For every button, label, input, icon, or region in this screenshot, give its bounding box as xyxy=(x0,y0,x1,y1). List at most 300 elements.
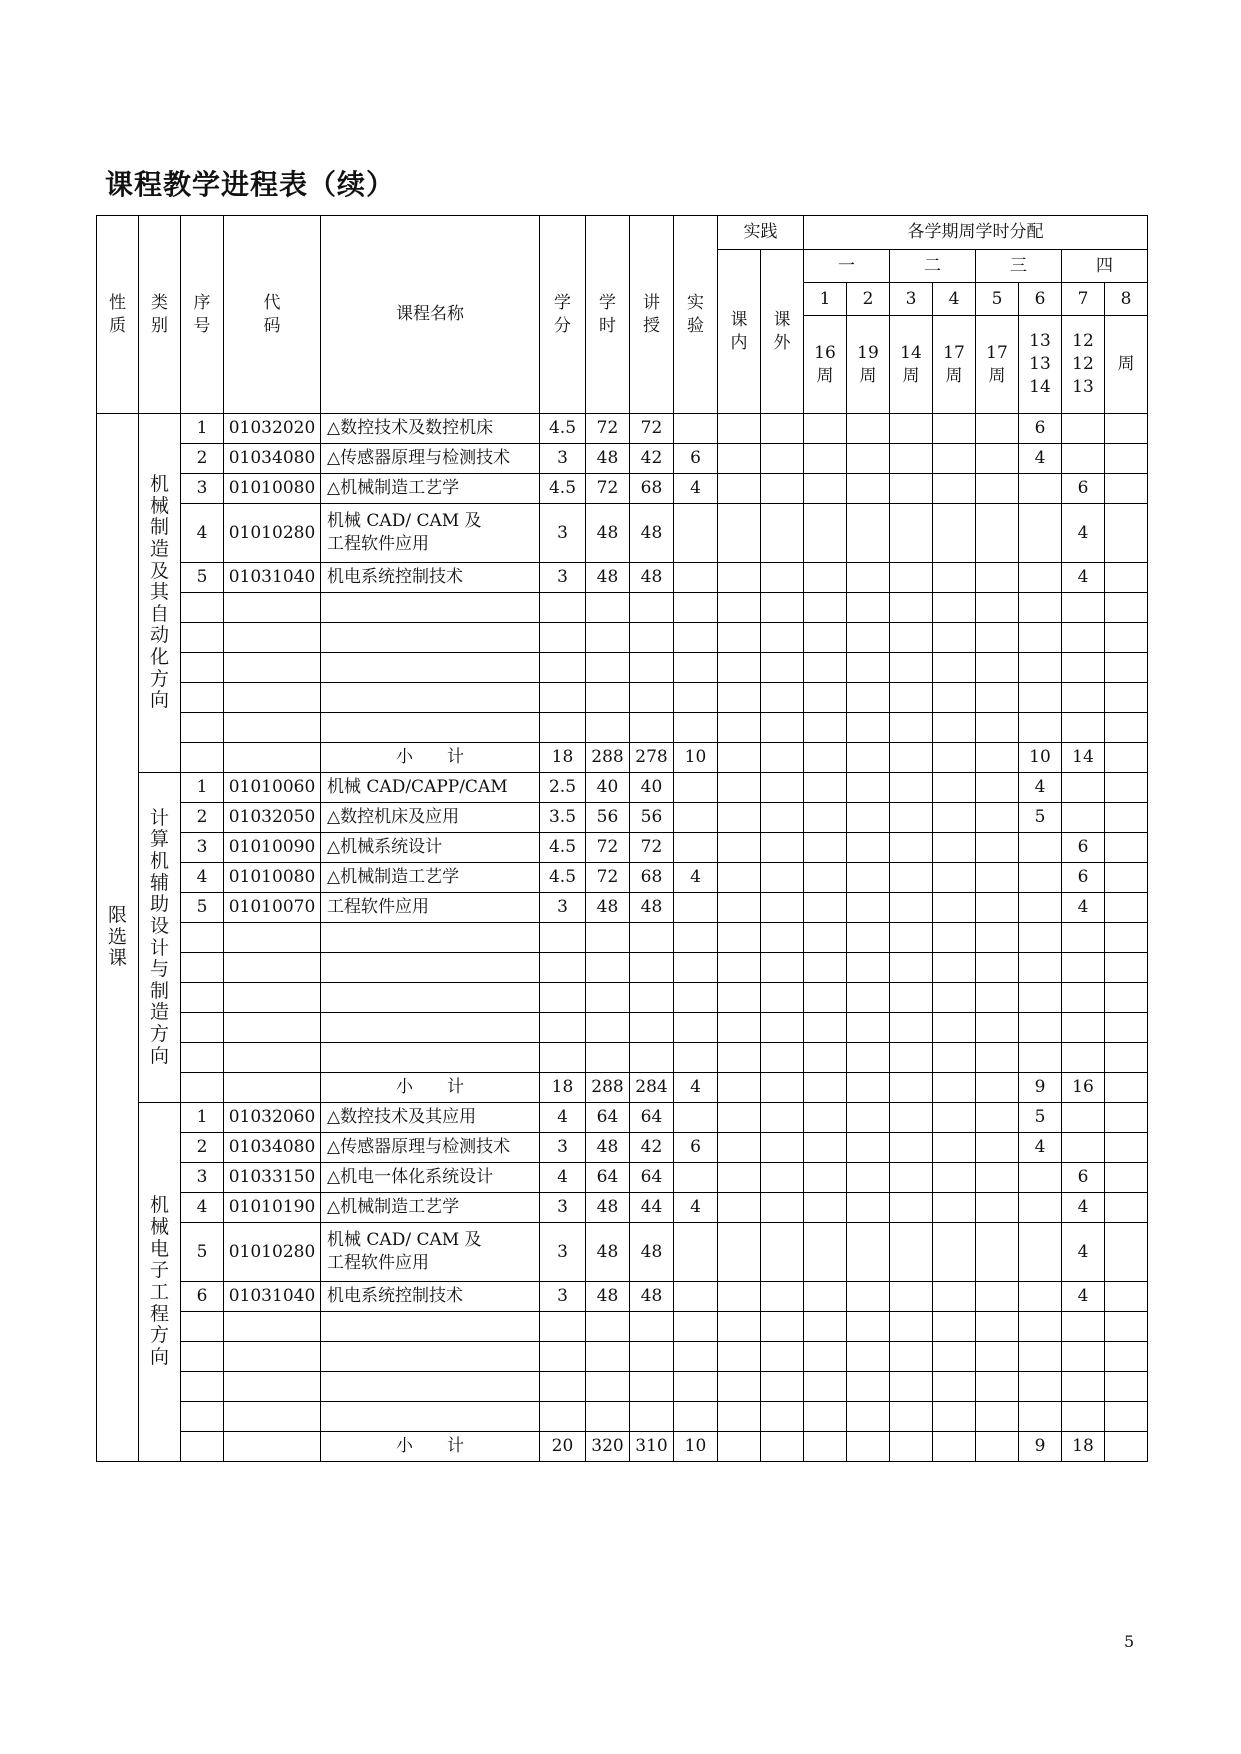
empty-row xyxy=(97,1043,1148,1073)
empty-cell xyxy=(1019,623,1062,653)
direction-label: 机械电子工程方向 xyxy=(150,1194,170,1368)
course-credit: 3 xyxy=(540,893,586,923)
course-hours: 48 xyxy=(586,444,630,474)
header-shijian: 实践 xyxy=(718,216,804,250)
semester-2-hours xyxy=(847,474,890,504)
empty-cell xyxy=(1019,1312,1062,1342)
empty-cell xyxy=(890,1342,933,1372)
empty-cell xyxy=(804,953,847,983)
course-credit: 3 xyxy=(540,504,586,563)
empty-cell xyxy=(1105,623,1148,653)
semester-4-hours xyxy=(933,563,976,593)
empty-cell xyxy=(1062,1312,1105,1342)
semester-3-hours xyxy=(890,504,933,563)
empty-cell xyxy=(630,683,674,713)
empty-cell xyxy=(976,623,1019,653)
semester-3-hours xyxy=(890,414,933,444)
semester-3-hours xyxy=(890,833,933,863)
empty-cell xyxy=(761,923,804,953)
semester-4-hours xyxy=(933,414,976,444)
empty-cell xyxy=(181,1073,224,1103)
course-lecture: 48 xyxy=(630,504,674,563)
course-name xyxy=(321,1103,540,1133)
semester-3-hours xyxy=(890,1193,933,1223)
subtotal-label: 小 计 xyxy=(321,1432,540,1462)
course-name-line: △机械制造工艺学 xyxy=(327,478,460,499)
course-name xyxy=(321,1133,540,1163)
course-code: 01034080 xyxy=(224,444,321,474)
header-daima: 代 码 xyxy=(224,216,321,414)
semester-8-hours xyxy=(1105,1282,1148,1312)
empty-cell xyxy=(804,653,847,683)
course-lab xyxy=(674,414,718,444)
semester-3-hours xyxy=(890,444,933,474)
empty-cell xyxy=(847,683,890,713)
course-lab xyxy=(674,1223,718,1282)
empty-cell xyxy=(321,1372,540,1402)
semester-2-hours xyxy=(847,504,890,563)
direction-label: 机械制造及其自动化方向 xyxy=(150,472,170,712)
semester-2-hours xyxy=(847,863,890,893)
empty-cell xyxy=(804,923,847,953)
row-number: 4 xyxy=(181,1193,224,1223)
empty-cell xyxy=(224,923,321,953)
empty-cell xyxy=(890,653,933,683)
empty-cell xyxy=(630,1013,674,1043)
course-lecture: 68 xyxy=(630,863,674,893)
practice-in-class xyxy=(718,833,761,863)
empty-cell xyxy=(761,983,804,1013)
empty-cell xyxy=(630,1372,674,1402)
empty-cell xyxy=(630,713,674,743)
empty-cell xyxy=(933,653,976,683)
empty-cell xyxy=(674,1312,718,1342)
practice-out-class xyxy=(761,1133,804,1163)
course-name-line: 工程软件应用 xyxy=(327,897,429,918)
semester-1-hours xyxy=(804,563,847,593)
header-weeks: 周 xyxy=(1105,316,1148,414)
practice-in-class xyxy=(718,773,761,803)
empty-cell xyxy=(630,923,674,953)
semester-4-hours xyxy=(933,1103,976,1133)
empty-cell xyxy=(224,953,321,983)
empty-cell xyxy=(1105,1342,1148,1372)
course-schedule-table xyxy=(96,215,1148,1462)
empty-cell xyxy=(804,593,847,623)
semester-2-hours xyxy=(847,1103,890,1133)
course-lab: 4 xyxy=(674,863,718,893)
semester-8-hours xyxy=(1105,1193,1148,1223)
course-name-line: △机械系统设计 xyxy=(327,837,443,858)
course-code: 01010080 xyxy=(224,863,321,893)
course-name xyxy=(321,444,540,474)
empty-cell xyxy=(674,683,718,713)
row-number: 5 xyxy=(181,893,224,923)
course-lecture: 72 xyxy=(630,833,674,863)
semester-6-hours xyxy=(1019,863,1062,893)
empty-cell xyxy=(804,1402,847,1432)
practice-in-class xyxy=(718,893,761,923)
empty-cell xyxy=(224,1432,321,1462)
empty-cell xyxy=(1062,953,1105,983)
semester-1-hours xyxy=(804,414,847,444)
semester-8-hours xyxy=(1105,1223,1148,1282)
table-row xyxy=(97,414,1148,444)
header-semester: 8 xyxy=(1105,283,1148,316)
semester-1-hours xyxy=(804,504,847,563)
semester-7-hours: 4 xyxy=(1062,563,1105,593)
subtotal-label: 小 计 xyxy=(321,1073,540,1103)
empty-cell xyxy=(586,953,630,983)
course-credit: 4.5 xyxy=(540,414,586,444)
subtotal-lab: 10 xyxy=(674,1432,718,1462)
practice-out-class xyxy=(761,444,804,474)
empty-cell xyxy=(630,1402,674,1432)
semester-3-hours xyxy=(890,1432,933,1462)
semester-5-hours xyxy=(976,833,1019,863)
semester-4-hours xyxy=(933,1282,976,1312)
empty-cell xyxy=(540,713,586,743)
semester-4-hours xyxy=(933,474,976,504)
semester-4-hours xyxy=(933,1073,976,1103)
empty-cell xyxy=(321,1402,540,1432)
semester-2-hours xyxy=(847,773,890,803)
semester-6-hours xyxy=(1019,1163,1062,1193)
semester-3-hours xyxy=(890,743,933,773)
semester-5-hours xyxy=(976,863,1019,893)
empty-cell xyxy=(321,1013,540,1043)
empty-cell xyxy=(630,653,674,683)
semester-6-hours: 9 xyxy=(1019,1073,1062,1103)
course-lecture: 68 xyxy=(630,474,674,504)
course-code: 01033150 xyxy=(224,1163,321,1193)
empty-cell xyxy=(933,1342,976,1372)
course-name xyxy=(321,1223,540,1282)
course-lab xyxy=(674,1103,718,1133)
empty-cell xyxy=(674,983,718,1013)
empty-cell xyxy=(586,1013,630,1043)
semester-7-hours xyxy=(1062,444,1105,474)
course-code: 01032020 xyxy=(224,414,321,444)
semester-3-hours xyxy=(890,893,933,923)
empty-cell xyxy=(976,953,1019,983)
semester-2-hours xyxy=(847,563,890,593)
empty-cell xyxy=(181,1013,224,1043)
semester-1-hours xyxy=(804,444,847,474)
header-semester: 2 xyxy=(847,283,890,316)
empty-cell xyxy=(540,1312,586,1342)
course-code: 01032050 xyxy=(224,803,321,833)
empty-cell xyxy=(181,1372,224,1402)
empty-cell xyxy=(761,1342,804,1372)
table-body xyxy=(97,216,1148,1462)
empty-cell xyxy=(224,713,321,743)
empty-cell xyxy=(718,1372,761,1402)
practice-in-class xyxy=(718,414,761,444)
empty-cell xyxy=(321,1342,540,1372)
semester-1-hours xyxy=(804,1282,847,1312)
empty-cell xyxy=(847,953,890,983)
course-hours: 72 xyxy=(586,414,630,444)
empty-cell xyxy=(1062,683,1105,713)
row-number: 4 xyxy=(181,504,224,563)
course-code: 01010080 xyxy=(224,474,321,504)
empty-cell xyxy=(181,1312,224,1342)
semester-2-hours xyxy=(847,1223,890,1282)
empty-cell xyxy=(1062,653,1105,683)
course-name-line: △传感器原理与检测技术 xyxy=(327,1137,511,1158)
course-lab: 6 xyxy=(674,1133,718,1163)
semester-1-hours xyxy=(804,773,847,803)
empty-cell xyxy=(630,623,674,653)
header-year-1: 一 xyxy=(804,250,890,283)
course-code: 01010060 xyxy=(224,773,321,803)
semester-2-hours xyxy=(847,444,890,474)
page-title: 课程教学进程表（续） xyxy=(105,168,396,201)
empty-cell xyxy=(630,1043,674,1073)
semester-5-hours xyxy=(976,1073,1019,1103)
course-code: 01031040 xyxy=(224,563,321,593)
course-lecture: 44 xyxy=(630,1193,674,1223)
practice-out-class xyxy=(761,1163,804,1193)
course-hours: 48 xyxy=(586,504,630,563)
empty-cell xyxy=(1062,713,1105,743)
semester-7-hours: 18 xyxy=(1062,1432,1105,1462)
empty-cell xyxy=(1105,1043,1148,1073)
course-code: 01032060 xyxy=(224,1103,321,1133)
header-weeks: 17 周 xyxy=(933,316,976,414)
empty-cell xyxy=(976,653,1019,683)
semester-3-hours xyxy=(890,474,933,504)
header-year-3: 三 xyxy=(976,250,1062,283)
course-name xyxy=(321,414,540,444)
empty-cell xyxy=(890,1312,933,1342)
semester-4-hours xyxy=(933,893,976,923)
semester-2-hours xyxy=(847,893,890,923)
empty-cell xyxy=(976,1013,1019,1043)
empty-cell xyxy=(761,653,804,683)
header-shiyan: 实 验 xyxy=(674,216,718,414)
empty-cell xyxy=(321,983,540,1013)
empty-cell xyxy=(586,1342,630,1372)
semester-4-hours xyxy=(933,444,976,474)
semester-1-hours xyxy=(804,893,847,923)
semester-8-hours xyxy=(1105,1073,1148,1103)
empty-cell xyxy=(224,743,321,773)
empty-cell xyxy=(933,713,976,743)
course-hours: 48 xyxy=(586,1133,630,1163)
empty-cell xyxy=(847,1043,890,1073)
course-name-line: △数控技术及数控机床 xyxy=(327,418,494,439)
semester-4-hours xyxy=(933,1163,976,1193)
empty-cell xyxy=(718,1402,761,1432)
semester-7-hours: 4 xyxy=(1062,1193,1105,1223)
semester-7-hours: 6 xyxy=(1062,474,1105,504)
semester-6-hours xyxy=(1019,474,1062,504)
subtotal-lab: 10 xyxy=(674,743,718,773)
subtotal-lecture: 278 xyxy=(630,743,674,773)
subtotal-lecture: 310 xyxy=(630,1432,674,1462)
practice-in-class xyxy=(718,1103,761,1133)
empty-cell xyxy=(224,1372,321,1402)
empty-cell xyxy=(674,1372,718,1402)
semester-7-hours: 14 xyxy=(1062,743,1105,773)
semester-6-hours: 5 xyxy=(1019,803,1062,833)
semester-1-hours xyxy=(804,1133,847,1163)
course-lecture: 64 xyxy=(630,1103,674,1133)
category-label: 限选课 xyxy=(108,904,128,970)
empty-cell xyxy=(804,1013,847,1043)
semester-5-hours xyxy=(976,474,1019,504)
empty-row xyxy=(97,953,1148,983)
course-name xyxy=(321,863,540,893)
subtotal-credit: 20 xyxy=(540,1432,586,1462)
empty-cell xyxy=(847,623,890,653)
header-xingzhi: 性 质 xyxy=(97,216,139,414)
course-credit: 3 xyxy=(540,563,586,593)
subtotal-lecture: 284 xyxy=(630,1073,674,1103)
practice-out-class xyxy=(761,1193,804,1223)
subtotal-label: 小 计 xyxy=(321,743,540,773)
course-code: 01010190 xyxy=(224,1193,321,1223)
semester-7-hours: 4 xyxy=(1062,1282,1105,1312)
row-number: 3 xyxy=(181,474,224,504)
empty-cell xyxy=(1019,683,1062,713)
empty-cell xyxy=(1019,953,1062,983)
row-number: 6 xyxy=(181,1282,224,1312)
empty-cell xyxy=(540,1402,586,1432)
empty-cell xyxy=(1019,1013,1062,1043)
semester-4-hours xyxy=(933,833,976,863)
course-name-line: 机械 CAD/ CAM 及 xyxy=(327,511,482,532)
direction-cell xyxy=(139,773,181,1103)
empty-cell xyxy=(847,713,890,743)
empty-cell xyxy=(933,593,976,623)
empty-cell xyxy=(718,1013,761,1043)
empty-cell xyxy=(804,1312,847,1342)
header-jiangshou: 讲 授 xyxy=(630,216,674,414)
empty-cell xyxy=(181,1402,224,1432)
header-xuhao: 序 号 xyxy=(181,216,224,414)
semester-8-hours xyxy=(1105,504,1148,563)
empty-cell xyxy=(1019,923,1062,953)
empty-cell xyxy=(674,953,718,983)
semester-7-hours xyxy=(1062,773,1105,803)
semester-7-hours xyxy=(1062,1133,1105,1163)
empty-cell xyxy=(1105,983,1148,1013)
empty-cell xyxy=(321,1043,540,1073)
empty-cell xyxy=(1062,1372,1105,1402)
table-row xyxy=(97,803,1148,833)
course-credit: 3 xyxy=(540,444,586,474)
empty-cell xyxy=(890,713,933,743)
empty-cell xyxy=(181,1043,224,1073)
empty-cell xyxy=(933,683,976,713)
empty-cell xyxy=(890,593,933,623)
semester-3-hours xyxy=(890,1282,933,1312)
empty-cell xyxy=(890,1372,933,1402)
course-code: 01010280 xyxy=(224,504,321,563)
semester-4-hours xyxy=(933,504,976,563)
empty-cell xyxy=(181,593,224,623)
course-lab xyxy=(674,504,718,563)
empty-cell xyxy=(181,923,224,953)
row-number: 3 xyxy=(181,833,224,863)
empty-cell xyxy=(1062,923,1105,953)
semester-8-hours xyxy=(1105,1163,1148,1193)
course-lecture: 40 xyxy=(630,773,674,803)
course-lecture: 48 xyxy=(630,1223,674,1282)
semester-7-hours: 4 xyxy=(1062,1223,1105,1282)
header-kenei: 课 内 xyxy=(718,250,761,414)
empty-cell xyxy=(1019,1342,1062,1372)
empty-cell xyxy=(674,923,718,953)
row-number: 5 xyxy=(181,563,224,593)
empty-cell xyxy=(976,923,1019,953)
semester-2-hours xyxy=(847,1133,890,1163)
course-name-line: △机械制造工艺学 xyxy=(327,1197,460,1218)
empty-cell xyxy=(224,1342,321,1372)
semester-8-hours xyxy=(1105,863,1148,893)
practice-in-class xyxy=(718,1432,761,1462)
semester-1-hours xyxy=(804,474,847,504)
semester-5-hours xyxy=(976,444,1019,474)
course-credit: 3.5 xyxy=(540,803,586,833)
semester-1-hours xyxy=(804,1432,847,1462)
header-xuefen: 学 分 xyxy=(540,216,586,414)
empty-cell xyxy=(321,713,540,743)
course-code: 01034080 xyxy=(224,1133,321,1163)
course-credit: 3 xyxy=(540,1282,586,1312)
empty-cell xyxy=(761,1013,804,1043)
empty-cell xyxy=(321,653,540,683)
empty-cell xyxy=(586,593,630,623)
empty-cell xyxy=(718,593,761,623)
practice-in-class xyxy=(718,1193,761,1223)
empty-cell xyxy=(224,1073,321,1103)
direction-label: 计算机辅助设计与制造方向 xyxy=(150,806,170,1067)
course-credit: 2.5 xyxy=(540,773,586,803)
row-number: 1 xyxy=(181,1103,224,1133)
empty-cell xyxy=(804,1342,847,1372)
practice-out-class xyxy=(761,1103,804,1133)
practice-in-class xyxy=(718,504,761,563)
empty-cell xyxy=(1019,653,1062,683)
empty-cell xyxy=(1105,683,1148,713)
empty-cell xyxy=(321,683,540,713)
empty-cell xyxy=(718,923,761,953)
course-lab xyxy=(674,563,718,593)
empty-cell xyxy=(1062,983,1105,1013)
empty-cell xyxy=(976,593,1019,623)
header-weeks: 12 12 13 xyxy=(1062,316,1105,414)
course-name xyxy=(321,803,540,833)
course-credit: 4 xyxy=(540,1103,586,1133)
semester-5-hours xyxy=(976,743,1019,773)
page-number: 5 xyxy=(1124,1632,1135,1651)
practice-out-class xyxy=(761,1073,804,1103)
empty-cell xyxy=(540,1372,586,1402)
semester-8-hours xyxy=(1105,893,1148,923)
empty-row xyxy=(97,983,1148,1013)
empty-row xyxy=(97,713,1148,743)
practice-in-class xyxy=(718,863,761,893)
course-name-line: 工程软件应用 xyxy=(327,534,429,554)
semester-6-hours: 10 xyxy=(1019,743,1062,773)
semester-7-hours: 4 xyxy=(1062,504,1105,563)
empty-cell xyxy=(586,1043,630,1073)
empty-cell xyxy=(718,653,761,683)
